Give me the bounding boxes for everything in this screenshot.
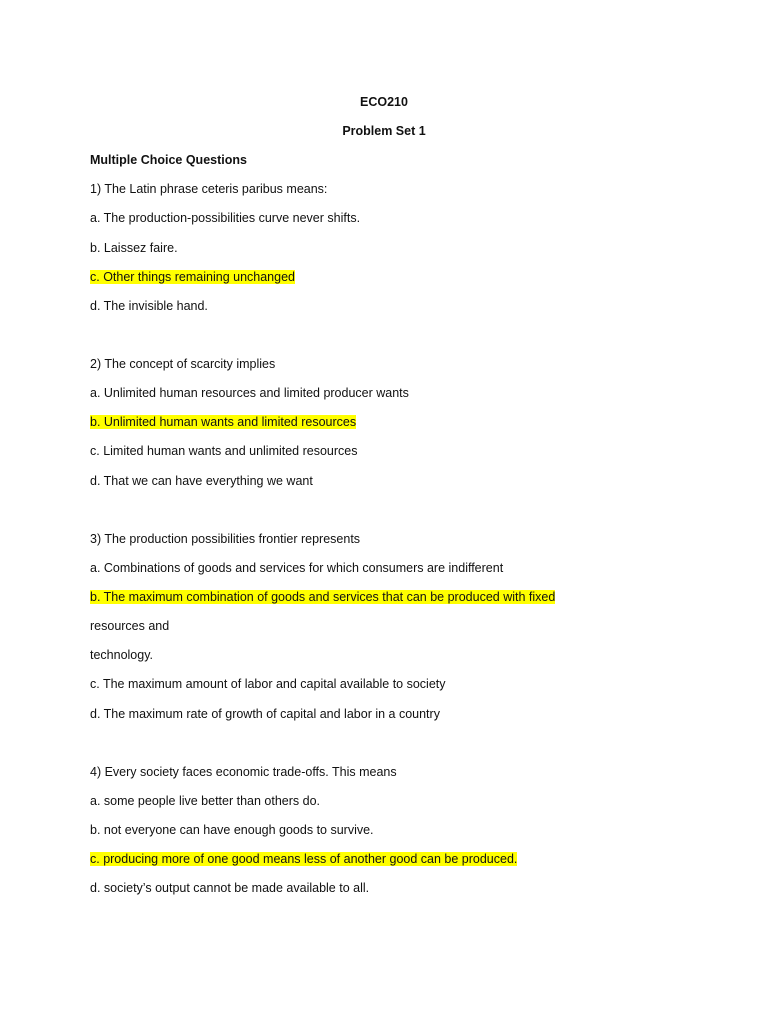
option-d: d. society’s output cannot be made available to all. bbox=[90, 881, 370, 895]
option-b-continued: technology. bbox=[90, 648, 154, 662]
option-d: d. That we can have everything we want bbox=[90, 474, 313, 488]
option-c-highlighted: c. producing more of one good means less of another good can be produced. bbox=[90, 852, 518, 866]
course-code: ECO210 bbox=[360, 95, 408, 109]
option-a: a. Unlimited human resources and limited producer wants bbox=[90, 386, 409, 400]
option-b-highlighted: b. Unlimited human wants and limited resources bbox=[90, 415, 357, 429]
option-b-highlighted: b. The maximum combination of goods and services that can be produced with fixed bbox=[90, 590, 556, 604]
option-b: b. Laissez faire. bbox=[90, 241, 178, 255]
question-prompt: 2) The concept of scarcity implies bbox=[90, 357, 276, 371]
question-prompt: 3) The production possibilities frontier represents bbox=[90, 532, 361, 546]
option-c: c. Limited human wants and unlimited resources bbox=[90, 444, 358, 458]
document-title: Problem Set 1 bbox=[342, 124, 426, 138]
option-a: a. some people live better than others do. bbox=[90, 794, 321, 808]
question-prompt: 4) Every society faces economic trade-offs. This means bbox=[90, 765, 397, 779]
option-c-highlighted: c. Other things remaining unchanged bbox=[90, 270, 295, 284]
option-a: a. Combinations of goods and services for which consumers are indifferent bbox=[90, 561, 504, 575]
option-d: d. The maximum rate of growth of capital and labor in a country bbox=[90, 707, 440, 721]
option-b: b. not everyone can have enough goods to survive. bbox=[90, 823, 374, 837]
option-d: d. The invisible hand. bbox=[90, 299, 208, 313]
option-a: a. The production-possibilities curve never shifts. bbox=[90, 211, 361, 225]
option-b-continued: resources and bbox=[90, 619, 170, 633]
option-c: c. The maximum amount of labor and capital available to society bbox=[90, 677, 446, 691]
section-heading: Multiple Choice Questions bbox=[90, 153, 247, 167]
question-prompt: 1) The Latin phrase ceteris paribus means: bbox=[90, 182, 328, 196]
